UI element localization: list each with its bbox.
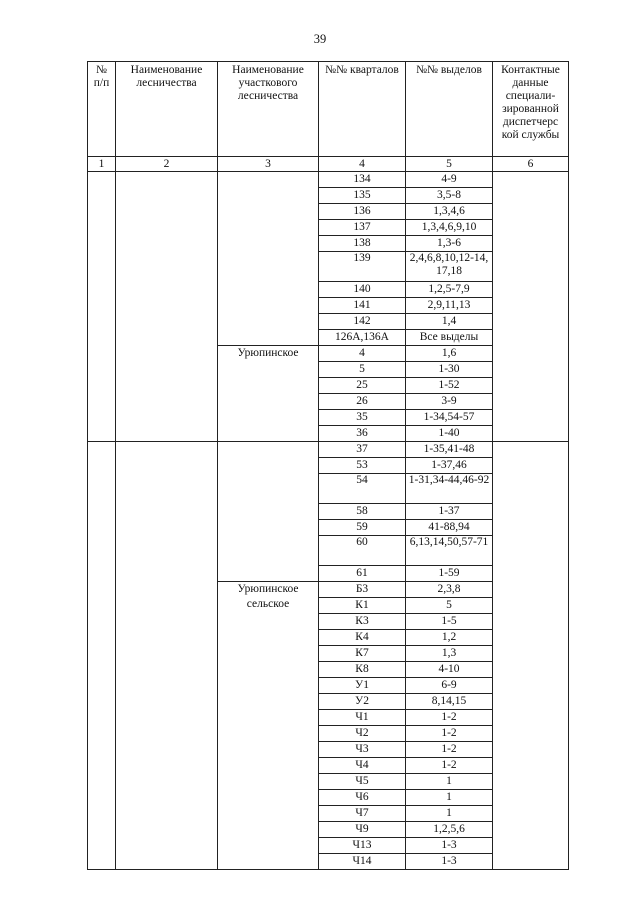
allotment-cell: Все выделы	[406, 330, 493, 346]
allotment-cell: 1-3	[406, 838, 493, 854]
allotment-cell: 1-5	[406, 614, 493, 630]
quarter-cell: У2	[319, 694, 406, 710]
quarter-cell: Ч1	[319, 710, 406, 726]
quarter-cell: 53	[319, 458, 406, 474]
row-number-cell	[88, 172, 116, 442]
allotment-cell: 3-9	[406, 394, 493, 410]
column-number: 3	[218, 157, 319, 172]
allotment-cell: 1-37,46	[406, 458, 493, 474]
column-number: 6	[493, 157, 569, 172]
district-cell	[218, 172, 319, 346]
column-number-row	[88, 157, 569, 172]
quarter-cell: Ч7	[319, 806, 406, 822]
allotment-cell: 4-10	[406, 662, 493, 678]
allotment-cell: 1-2	[406, 742, 493, 758]
quarter-cell: 5	[319, 362, 406, 378]
quarter-cell: Ч4	[319, 758, 406, 774]
allotment-cell: 1	[406, 806, 493, 822]
quarter-cell: К7	[319, 646, 406, 662]
allotment-cell: 1,2,5-7,9	[406, 282, 493, 298]
quarter-cell: К3	[319, 614, 406, 630]
quarter-cell: 59	[319, 520, 406, 536]
allotment-cell: 1-35,41-48	[406, 442, 493, 458]
allotment-cell: 1-37	[406, 504, 493, 520]
quarter-cell: Ч6	[319, 790, 406, 806]
quarter-cell: К4	[319, 630, 406, 646]
quarter-cell: 54	[319, 474, 406, 504]
allotment-cell: 41-88,94	[406, 520, 493, 536]
quarter-cell: 26	[319, 394, 406, 410]
district-cell: Урюпинское сельское	[218, 582, 319, 870]
quarter-cell: Ч3	[319, 742, 406, 758]
allotment-cell: 1,3,4,6	[406, 204, 493, 220]
allotment-cell: 1	[406, 790, 493, 806]
quarter-cell: Ч9	[319, 822, 406, 838]
quarter-cell: К1	[319, 598, 406, 614]
allotment-cell: 1-31,34-44,46-92	[406, 474, 493, 504]
quarter-cell: 139	[319, 252, 406, 282]
quarter-cell: 35	[319, 410, 406, 426]
quarter-cell: Ч13	[319, 838, 406, 854]
allotment-cell: 1,2,5,6	[406, 822, 493, 838]
quarter-cell: 138	[319, 236, 406, 252]
table-row	[88, 442, 569, 458]
contact-cell	[493, 172, 569, 442]
allotment-cell: 6-9	[406, 678, 493, 694]
quarter-cell: 37	[319, 442, 406, 458]
allotment-cell: 8,14,15	[406, 694, 493, 710]
header-cell: №№ выделов	[406, 62, 493, 157]
district-cell: Урюпинское	[218, 346, 319, 442]
quarter-cell: 140	[319, 282, 406, 298]
quarter-cell: 4	[319, 346, 406, 362]
allotment-cell: 3,5-8	[406, 188, 493, 204]
row-number-cell	[88, 442, 116, 870]
allotment-cell: 1-52	[406, 378, 493, 394]
quarter-cell: Б3	[319, 582, 406, 598]
page-number: 39	[313, 32, 327, 46]
header-row	[88, 62, 569, 157]
allotment-cell: 1,3,4,6,9,10	[406, 220, 493, 236]
header-cell: Контактные данные специали- зированной диспетчерс кой службы	[493, 62, 569, 157]
quarter-cell: 61	[319, 566, 406, 582]
quarter-cell: 137	[319, 220, 406, 236]
allotment-cell: 2,4,6,8,10,12-14, 17,18	[406, 252, 493, 282]
allotment-cell: 1-2	[406, 710, 493, 726]
allotment-cell: 2,3,8	[406, 582, 493, 598]
district-cell	[218, 442, 319, 582]
quarter-cell: 141	[319, 298, 406, 314]
allotment-cell: 1,3	[406, 646, 493, 662]
quarter-cell: 136	[319, 204, 406, 220]
quarter-cell: Ч2	[319, 726, 406, 742]
quarter-cell: 135	[319, 188, 406, 204]
allotment-cell: 1-30	[406, 362, 493, 378]
allotment-cell: 1,2	[406, 630, 493, 646]
quarter-cell: Ч5	[319, 774, 406, 790]
allotment-cell: 1-2	[406, 758, 493, 774]
header-cell: № п/п	[88, 62, 116, 157]
allotment-cell: 1,4	[406, 314, 493, 330]
allotment-cell: 6,13,14,50,57-71	[406, 536, 493, 566]
quarter-cell: 126А,136А	[319, 330, 406, 346]
quarter-cell: 142	[319, 314, 406, 330]
column-number: 2	[116, 157, 218, 172]
quarter-cell: 58	[319, 504, 406, 520]
column-number: 4	[319, 157, 406, 172]
allotment-cell: 1-59	[406, 566, 493, 582]
quarter-cell: К8	[319, 662, 406, 678]
allotment-cell: 4-9	[406, 172, 493, 188]
quarter-cell: 134	[319, 172, 406, 188]
header-cell: Наименование лесничества	[116, 62, 218, 157]
header-cell: Наименование участкового лесничества	[218, 62, 319, 157]
quarter-cell: 36	[319, 426, 406, 442]
quarter-cell: У1	[319, 678, 406, 694]
quarter-cell: 60	[319, 536, 406, 566]
quarter-cell: 25	[319, 378, 406, 394]
allotment-cell: 1-34,54-57	[406, 410, 493, 426]
column-number: 1	[88, 157, 116, 172]
quarter-cell: Ч14	[319, 854, 406, 870]
allotment-cell: 1-2	[406, 726, 493, 742]
allotment-cell: 1,3-6	[406, 236, 493, 252]
forest-quarters-table	[87, 61, 569, 870]
forestry-cell	[116, 172, 218, 442]
column-number: 5	[406, 157, 493, 172]
contact-cell	[493, 442, 569, 870]
allotment-cell: 1	[406, 774, 493, 790]
forestry-cell	[116, 442, 218, 870]
header-cell: №№ кварталов	[319, 62, 406, 157]
allotment-cell: 2,9,11,13	[406, 298, 493, 314]
table-body	[88, 172, 569, 870]
allotment-cell: 1,6	[406, 346, 493, 362]
allotment-cell: 1-40	[406, 426, 493, 442]
allotment-cell: 5	[406, 598, 493, 614]
table-row	[88, 172, 569, 188]
allotment-cell: 1-3	[406, 854, 493, 870]
